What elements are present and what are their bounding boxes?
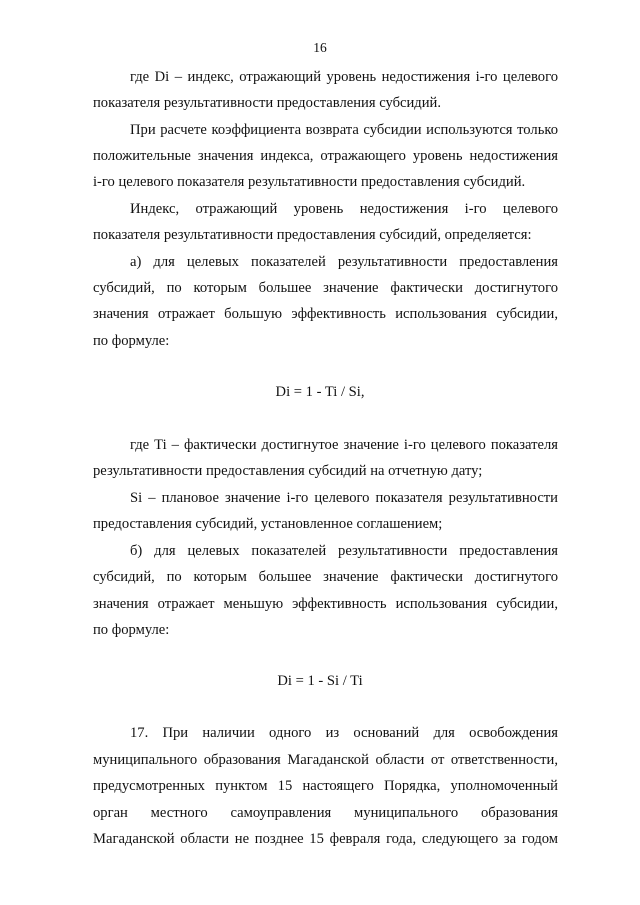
text-line: по формуле: (93, 333, 170, 349)
page-number: 16 (313, 40, 327, 55)
text-line: значения отражает меньшую эффективность использования субсидии, (93, 596, 558, 612)
text-line: предоставления субсидий, установленное соглашением; (93, 516, 443, 532)
text-line: б) для целевых показателей результативности предоставления (130, 543, 558, 559)
text-line: орган местного самоуправления муниципального образования (93, 805, 558, 821)
text-line: субсидий, по которым большее значение фактически достигнутого (93, 569, 558, 585)
formula: Di = 1 - Si / Ti (277, 673, 363, 689)
text-line: При расчете коэффициента возврата субсидии используются только (130, 122, 558, 138)
text-line: значения отражает большую эффективность использования субсидии, (93, 306, 558, 322)
formula: Di = 1 - Ti / Si, (275, 384, 365, 400)
text-line: положительные значения индекса, отражающего уровень недостижения (93, 148, 558, 164)
text-line: показателя результативности предоставления субсидий, определяется: (93, 227, 532, 243)
text-line: где Di – индекс, отражающий уровень недостижения i-го целевого (130, 69, 558, 85)
text-line: i-го целевого показателя результативности предоставления субсидий. (93, 174, 526, 190)
text-line: Индекс, отражающий уровень недостижения i-го целевого (130, 201, 558, 217)
text-line: субсидий, по которым большее значение фактически достигнутого (93, 280, 558, 296)
text-line: Si – плановое значение i-го целевого показателя результативности (130, 490, 558, 506)
text-line: предусмотренных пунктом 15 настоящего Порядка, уполномоченный (93, 778, 558, 794)
text-line: результативности предоставления субсидий на отчетную дату; (93, 463, 483, 479)
text-line: где Ti – фактически достигнутое значение i-го целевого показателя (130, 437, 558, 453)
text-line: муниципального образования Магаданской области от ответственности, (93, 752, 558, 768)
text-line: а) для целевых показателей результативности предоставления (130, 254, 558, 270)
text-line: по формуле: (93, 622, 170, 638)
text-line: Магаданской области не позднее 15 февраля года, следующего за годом (93, 831, 558, 847)
text-line: 17. При наличии одного из оснований для освобождения (130, 725, 558, 741)
text-line: показателя результативности предоставления субсидий. (93, 95, 442, 111)
